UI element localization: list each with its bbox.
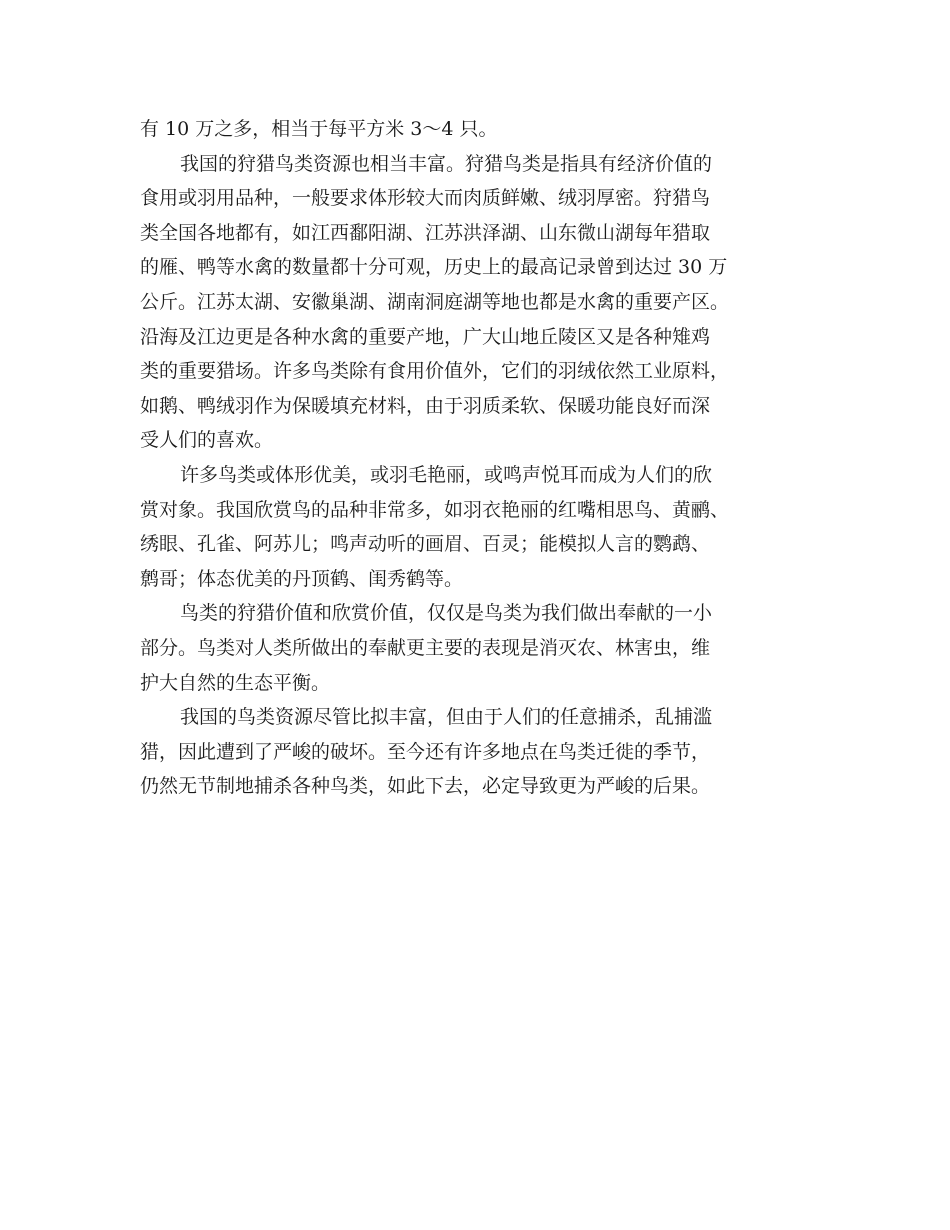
document-body [140,112,830,804]
text-line: 公斤。江苏太湖、安徽巢湖、湖南洞庭湖等地也都是水禽的重要产区。 [140,290,730,313]
paragraph-start-line: 许多鸟类或体形优美，或羽毛艳丽，或鸣声悦耳而成为人们的欣 [180,463,713,486]
paragraph-start-line: 我国的鸟类资源尽管比拟丰富，但由于人们的任意捕杀，乱捕滥 [180,706,713,729]
text-line: 的雁、鸭等水禽的数量都十分可观，历史上的最高记录曾到达过 30 万 [140,256,728,279]
text-line: 沿海及江边更是各种水禽的重要产地，广大山地丘陵区又是各种雉鸡 [140,325,711,348]
text-line: 部分。鸟类对人类所做出的奉献更主要的表现是消灭农、林害虫，维 [140,636,711,659]
text-line: 如鹅、鸭绒羽作为保暖填充材料，由于羽质柔软、保暖功能良好而深 [140,394,711,417]
text-line: 赏对象。我国欣赏鸟的品种非常多，如羽衣艳丽的红嘴相思鸟、黄鹂、 [140,498,730,521]
paragraph-start-line: 我国的狩猎鸟类资源也相当丰富。狩猎鸟类是指具有经济价值的 [180,152,713,175]
text-line: 仍然无节制地捕杀各种鸟类，如此下去，必定导致更为严峻的后果。 [140,775,711,798]
text-line: 绣眼、孔雀、阿苏儿；鸣声动听的画眉、百灵；能模拟人言的鹦鹉、 [140,533,711,556]
text-line: 鹩哥；体态优美的丹顶鹤、闺秀鹤等。 [140,567,464,590]
text-line: 有 10 万之多，相当于每平方米 3～4 只。 [140,118,498,140]
paragraph-start-line: 鸟类的狩猎价值和欣赏价值，仅仅是鸟类为我们做出奉献的一小 [180,602,713,625]
text-line: 护大自然的生态平衡。 [140,671,331,694]
text-line: 类全国各地都有，如江西鄱阳湖、江苏洪泽湖、山东微山湖每年猎取 [140,221,711,244]
text-line: 受人们的喜欢。 [140,429,274,452]
text-line: 食用或羽用品种，一般要求体形较大而肉质鲜嫩、绒羽厚密。狩猎鸟 [140,187,711,210]
text-line: 猎，因此遭到了严峻的破坏。至今还有许多地点在鸟类迁徙的季节， [140,740,711,763]
text-line: 类的重要猎场。许多鸟类除有食用价值外，它们的羽绒依然工业原料， [140,360,730,383]
